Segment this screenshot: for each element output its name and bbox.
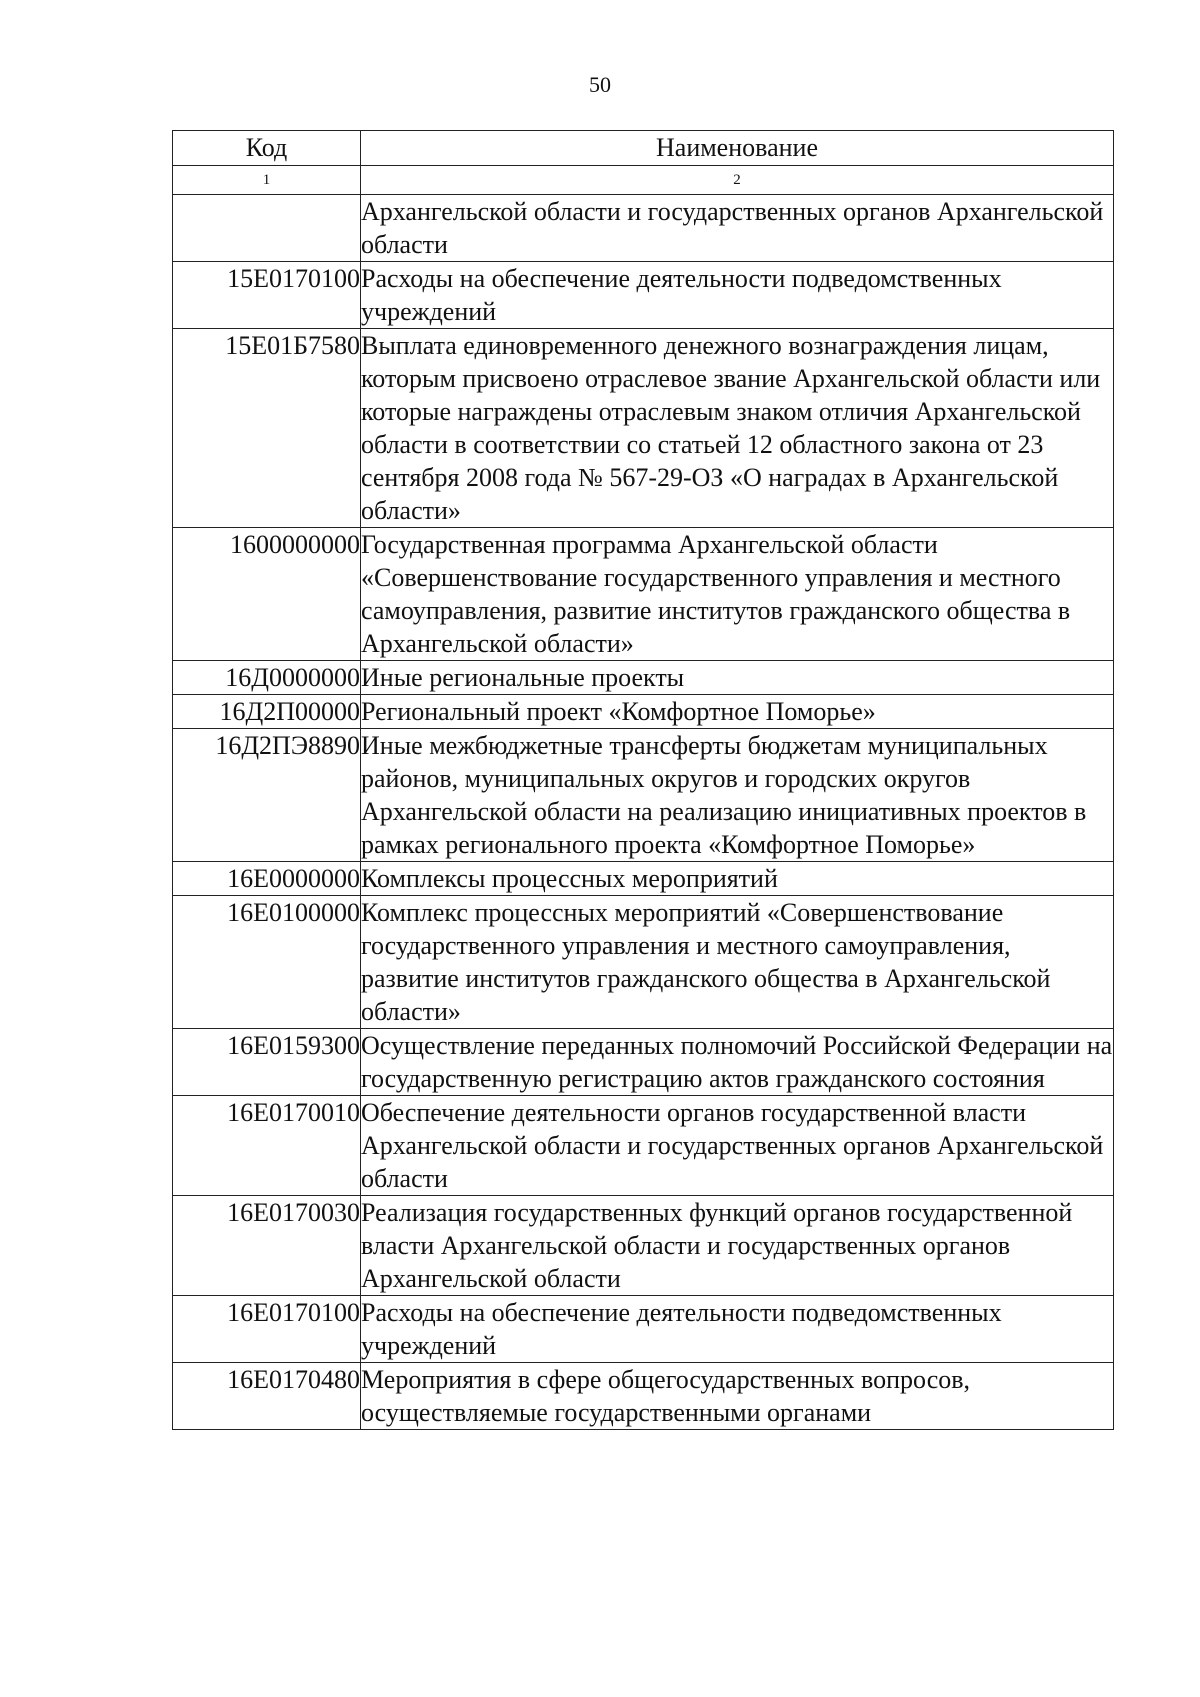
table-row	[173, 195, 1114, 262]
code-cell: 16Д0000000	[173, 661, 361, 695]
name-cell: Обеспечение деятельности органов государственной власти Архангельской области и государственных органов Архангельской области	[361, 1096, 1114, 1196]
table-row	[173, 729, 1114, 862]
code-cell: 15Е01Б7580	[173, 329, 361, 528]
table-header-row	[173, 131, 1114, 166]
name-cell: Иные региональные проекты	[361, 661, 1114, 695]
name-cell: Комплекс процессных мероприятий «Совершенствование государственного управления и местного самоуправления, развитие институтов гражданского общества в Архангельской области»	[361, 896, 1114, 1029]
name-cell: Мероприятия в сфере общегосударственных вопросов, осуществляемые государственными органами	[361, 1363, 1114, 1430]
table-row	[173, 1296, 1114, 1363]
code-cell: 15Е0170100	[173, 262, 361, 329]
table-row	[173, 1196, 1114, 1296]
name-cell: Расходы на обеспечение деятельности подведомственных учреждений	[361, 262, 1114, 329]
code-cell: 16Д2ПЭ8890	[173, 729, 361, 862]
name-cell: Региональный проект «Комфортное Поморье»	[361, 695, 1114, 729]
code-cell	[173, 195, 361, 262]
header-name: Наименование	[361, 131, 1114, 166]
name-cell: Иные межбюджетные трансферты бюджетам муниципальных районов, муниципальных округов и городских округов Архангельской области на реализацию инициативных проектов в рамках регионального проекта «Комфортное Поморье»	[361, 729, 1114, 862]
code-cell: 16Е0170100	[173, 1296, 361, 1363]
column-number-row	[173, 166, 1114, 195]
name-cell: Комплексы процессных мероприятий	[361, 862, 1114, 896]
table-row	[173, 896, 1114, 1029]
name-cell: Расходы на обеспечение деятельности подведомственных учреждений	[361, 1296, 1114, 1363]
page-number: 50	[589, 72, 611, 97]
table-row	[173, 862, 1114, 896]
code-cell: 16Е0170480	[173, 1363, 361, 1430]
code-cell: 16Е0170030	[173, 1196, 361, 1296]
table-row	[173, 1029, 1114, 1096]
table-row	[173, 1363, 1114, 1430]
table-row	[173, 1096, 1114, 1196]
name-cell: Архангельской области и государственных органов Архангельской области	[361, 195, 1114, 262]
table-row	[173, 329, 1114, 528]
code-cell: 16Е0170010	[173, 1096, 361, 1196]
code-cell: 16Д2П00000	[173, 695, 361, 729]
name-cell: Государственная программа Архангельской области «Совершенствование государственного управления и местного самоуправления, развитие институтов гражданского общества в Архангельской области»	[361, 528, 1114, 661]
code-cell: 16Е0000000	[173, 862, 361, 896]
header-code: Код	[173, 131, 361, 166]
code-cell: 1600000000	[173, 528, 361, 661]
name-cell: Осуществление переданных полномочий Российской Федерации на государственную регистрацию актов гражданского состояния	[361, 1029, 1114, 1096]
code-cell: 16Е0159300	[173, 1029, 361, 1096]
code-cell: 16Е0100000	[173, 896, 361, 1029]
table-row	[173, 528, 1114, 661]
column-number-1: 1	[173, 166, 361, 195]
name-cell: Реализация государственных функций органов государственной власти Архангельской области и государственных органов Архангельской области	[361, 1196, 1114, 1296]
table-row	[173, 262, 1114, 329]
budget-code-table	[172, 130, 1114, 1430]
table-row	[173, 695, 1114, 729]
table-row	[173, 661, 1114, 695]
column-number-2: 2	[361, 166, 1114, 195]
name-cell: Выплата единовременного денежного вознаграждения лицам, которым присвоено отраслевое звание Архангельской области или которые награждены отраслевым знаком отличия Архангельской области в соответствии со статьей 12 областного закона от 23 сентября 2008 года № 567-29-ОЗ «О наградах в Архангельской области»	[361, 329, 1114, 528]
